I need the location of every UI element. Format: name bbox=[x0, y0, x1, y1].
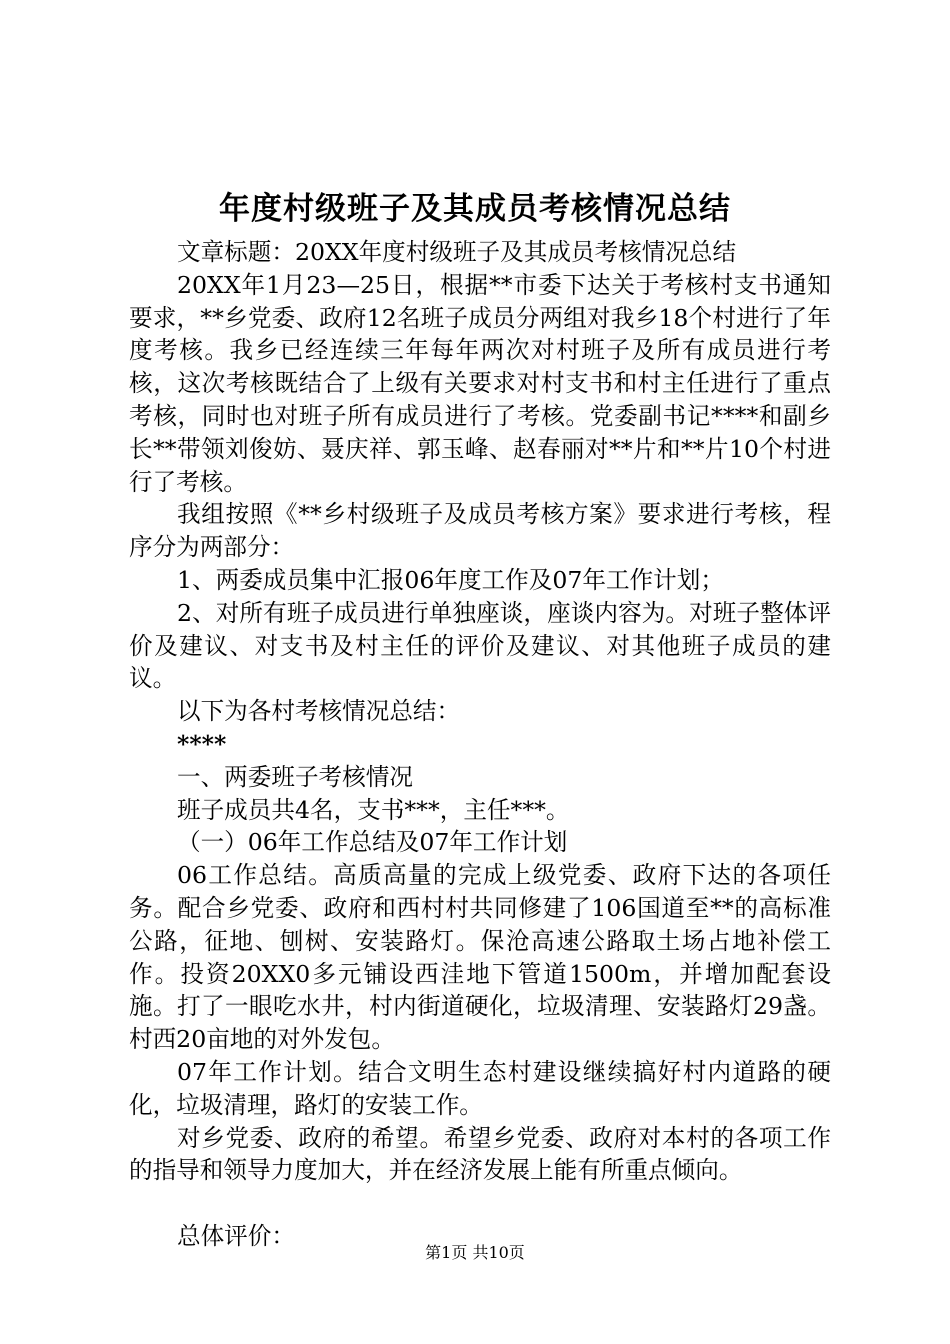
paragraph-summary-lead: 以下为各村考核情况总结： bbox=[177, 697, 461, 726]
page-footer: 第1页 共10页 bbox=[425, 1243, 525, 1262]
paragraph-overall-evaluation: 总体评价： bbox=[177, 1222, 295, 1251]
document-body bbox=[129, 236, 831, 1253]
paragraph-procedure: 我组按照《**乡村级班子及成员考核方案》要求进行考核，程序分为两部分： bbox=[129, 500, 831, 562]
paragraph-members: 班子成员共4名，支书***，主任***。 bbox=[177, 795, 570, 824]
section-heading: 一、两委班子考核情况 bbox=[177, 762, 413, 791]
paragraph-step-2: 2、对所有班子成员进行单独座谈，座谈内容为。对班子整体评价及建议、对支书及村主任的评价及建议、对其他班子成员的建议。 bbox=[129, 598, 831, 693]
paragraph-work-plan: 07年工作计划。结合文明生态村建设继续搞好村内道路的硬化，垃圾清理，路灯的安装工作。 bbox=[129, 1057, 831, 1119]
paragraph-work-summary: 06工作总结。高质高量的完成上级党委、政府下达的各项任务。配合乡党委、政府和西村村共同修建了106国道至**的高标准公路，征地、刨树、安装路灯。保沧高速公路取土场占地补偿工作。投资20XX0多元铺设西洼地下管道1500m，并增加配套设施。打了一眼吃水井，村内街道硬化，垃圾清理、安装路灯29盏。村西20亩地的对外发包。 bbox=[129, 861, 831, 1054]
document-title: 年度村级班子及其成员考核情况总结 bbox=[219, 191, 731, 227]
paragraph-step-1: 1、两委成员集中汇报06年度工作及07年工作计划； bbox=[177, 565, 724, 594]
paragraph-article-title: 文章标题：20XX年度村级班子及其成员考核情况总结 bbox=[177, 238, 737, 266]
paragraph-village-name: **** bbox=[177, 729, 227, 758]
paragraph-spacer bbox=[129, 1187, 831, 1220]
paragraph-intro: 20XX年1月23—25日，根据**市委下达关于考核村支书通知要求，**乡党委、政府12名班子成员分两组对我乡18个村进行了年度考核。我乡已经连续三年每年两次对村班子及所有成员进行考核，这次考核既结合了上级有关要求对村支书和村主任进行了重点考核，同时也对班子所有成员进行了考核。党委副书记****和副乡长**带领刘俊妨、聂庆祥、郭玉峰、赵春丽对**片和**片10个村进行了考核。 bbox=[129, 270, 831, 496]
paragraph-hopes: 对乡党委、政府的希望。希望乡党委、政府对本村的各项工作的指导和领导力度加大，并在经济发展上能有所重点倾向。 bbox=[129, 1123, 831, 1185]
subsection-heading: （一）06年工作总结及07年工作计划 bbox=[177, 828, 568, 857]
